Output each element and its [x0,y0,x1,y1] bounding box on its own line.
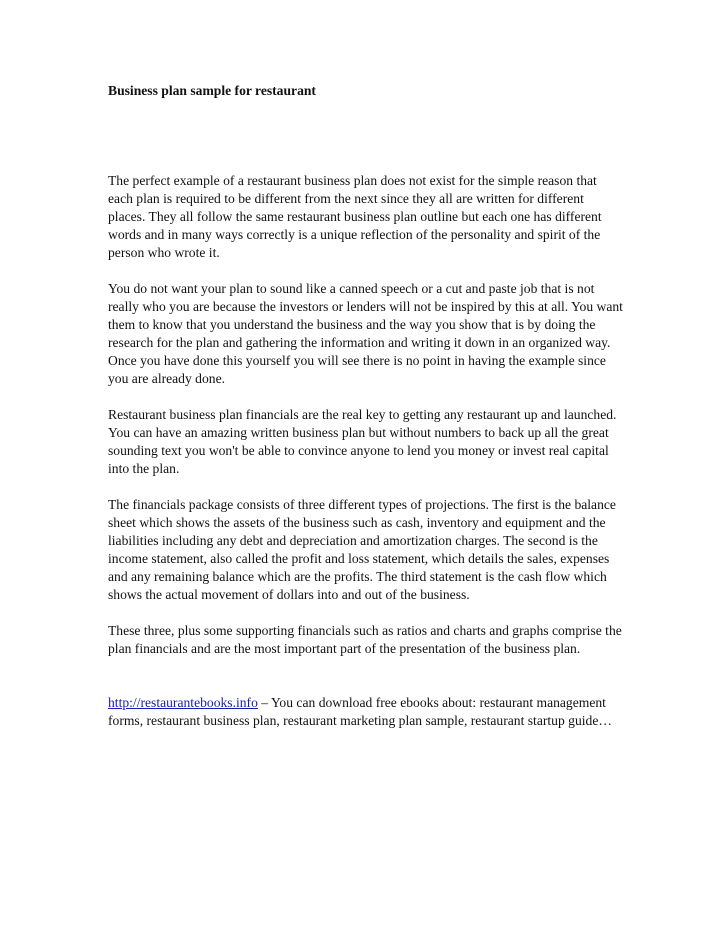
document-title: Business plan sample for restaurant [108,83,316,98]
footer-text: – You can download free ebooks about: restaurant management forms, restaurant business plan, restaurant marketing plan sample, restaurant startup guide… [108,695,612,728]
paragraph-intro: The perfect example of a restaurant business plan does not exist for the simple reason that each plan is required to be different from the next since they all are written for different places. They all follow the same restaurant business plan outline but each one has different words and in many ways correctly is a unique reflection of the personality and spirit of the person who wrote it. [108,173,602,260]
paragraph-supporting-financials: These three, plus some supporting financials such as ratios and charts and graphs comprise the plan financials and are the most important part of the presentation of the business plan. [108,623,622,656]
paragraph-financials-key: Restaurant business plan financials are the real key to getting any restaurant up and launched. You can have an amazing written business plan but without numbers to back up all the great sounding text you won't be able to convince anyone to lend you money or invest real capital into the plan. [108,407,617,476]
footer-note [108,694,623,730]
paragraph-projections: The financials package consists of three different types of projections. The first is the balance sheet which shows the assets of the business such as cash, inventory and equipment and the liabilities including any debt and depreciation and amortization charges. The second is the income statement, also called the profit and loss statement, which details the sales, expenses and any remaining balance which are the profits. The third statement is the cash flow which shows the actual movement of dollars into and out of the business. [108,497,616,602]
paragraph-plan-voice: You do not want your plan to sound like a canned speech or a cut and paste job that is not really who you are because the investors or lenders will not be inspired by this at all. You want them to know that you understand the business and the way you show that is by doing the research for the plan and gathering the information and writing it down in an organized way. Once you have done this yourself you will see there is no point in having the example since you are already done. [108,281,623,386]
document-body [108,82,623,748]
ebooks-link[interactable]: http://restaurantebooks.info [108,695,258,710]
